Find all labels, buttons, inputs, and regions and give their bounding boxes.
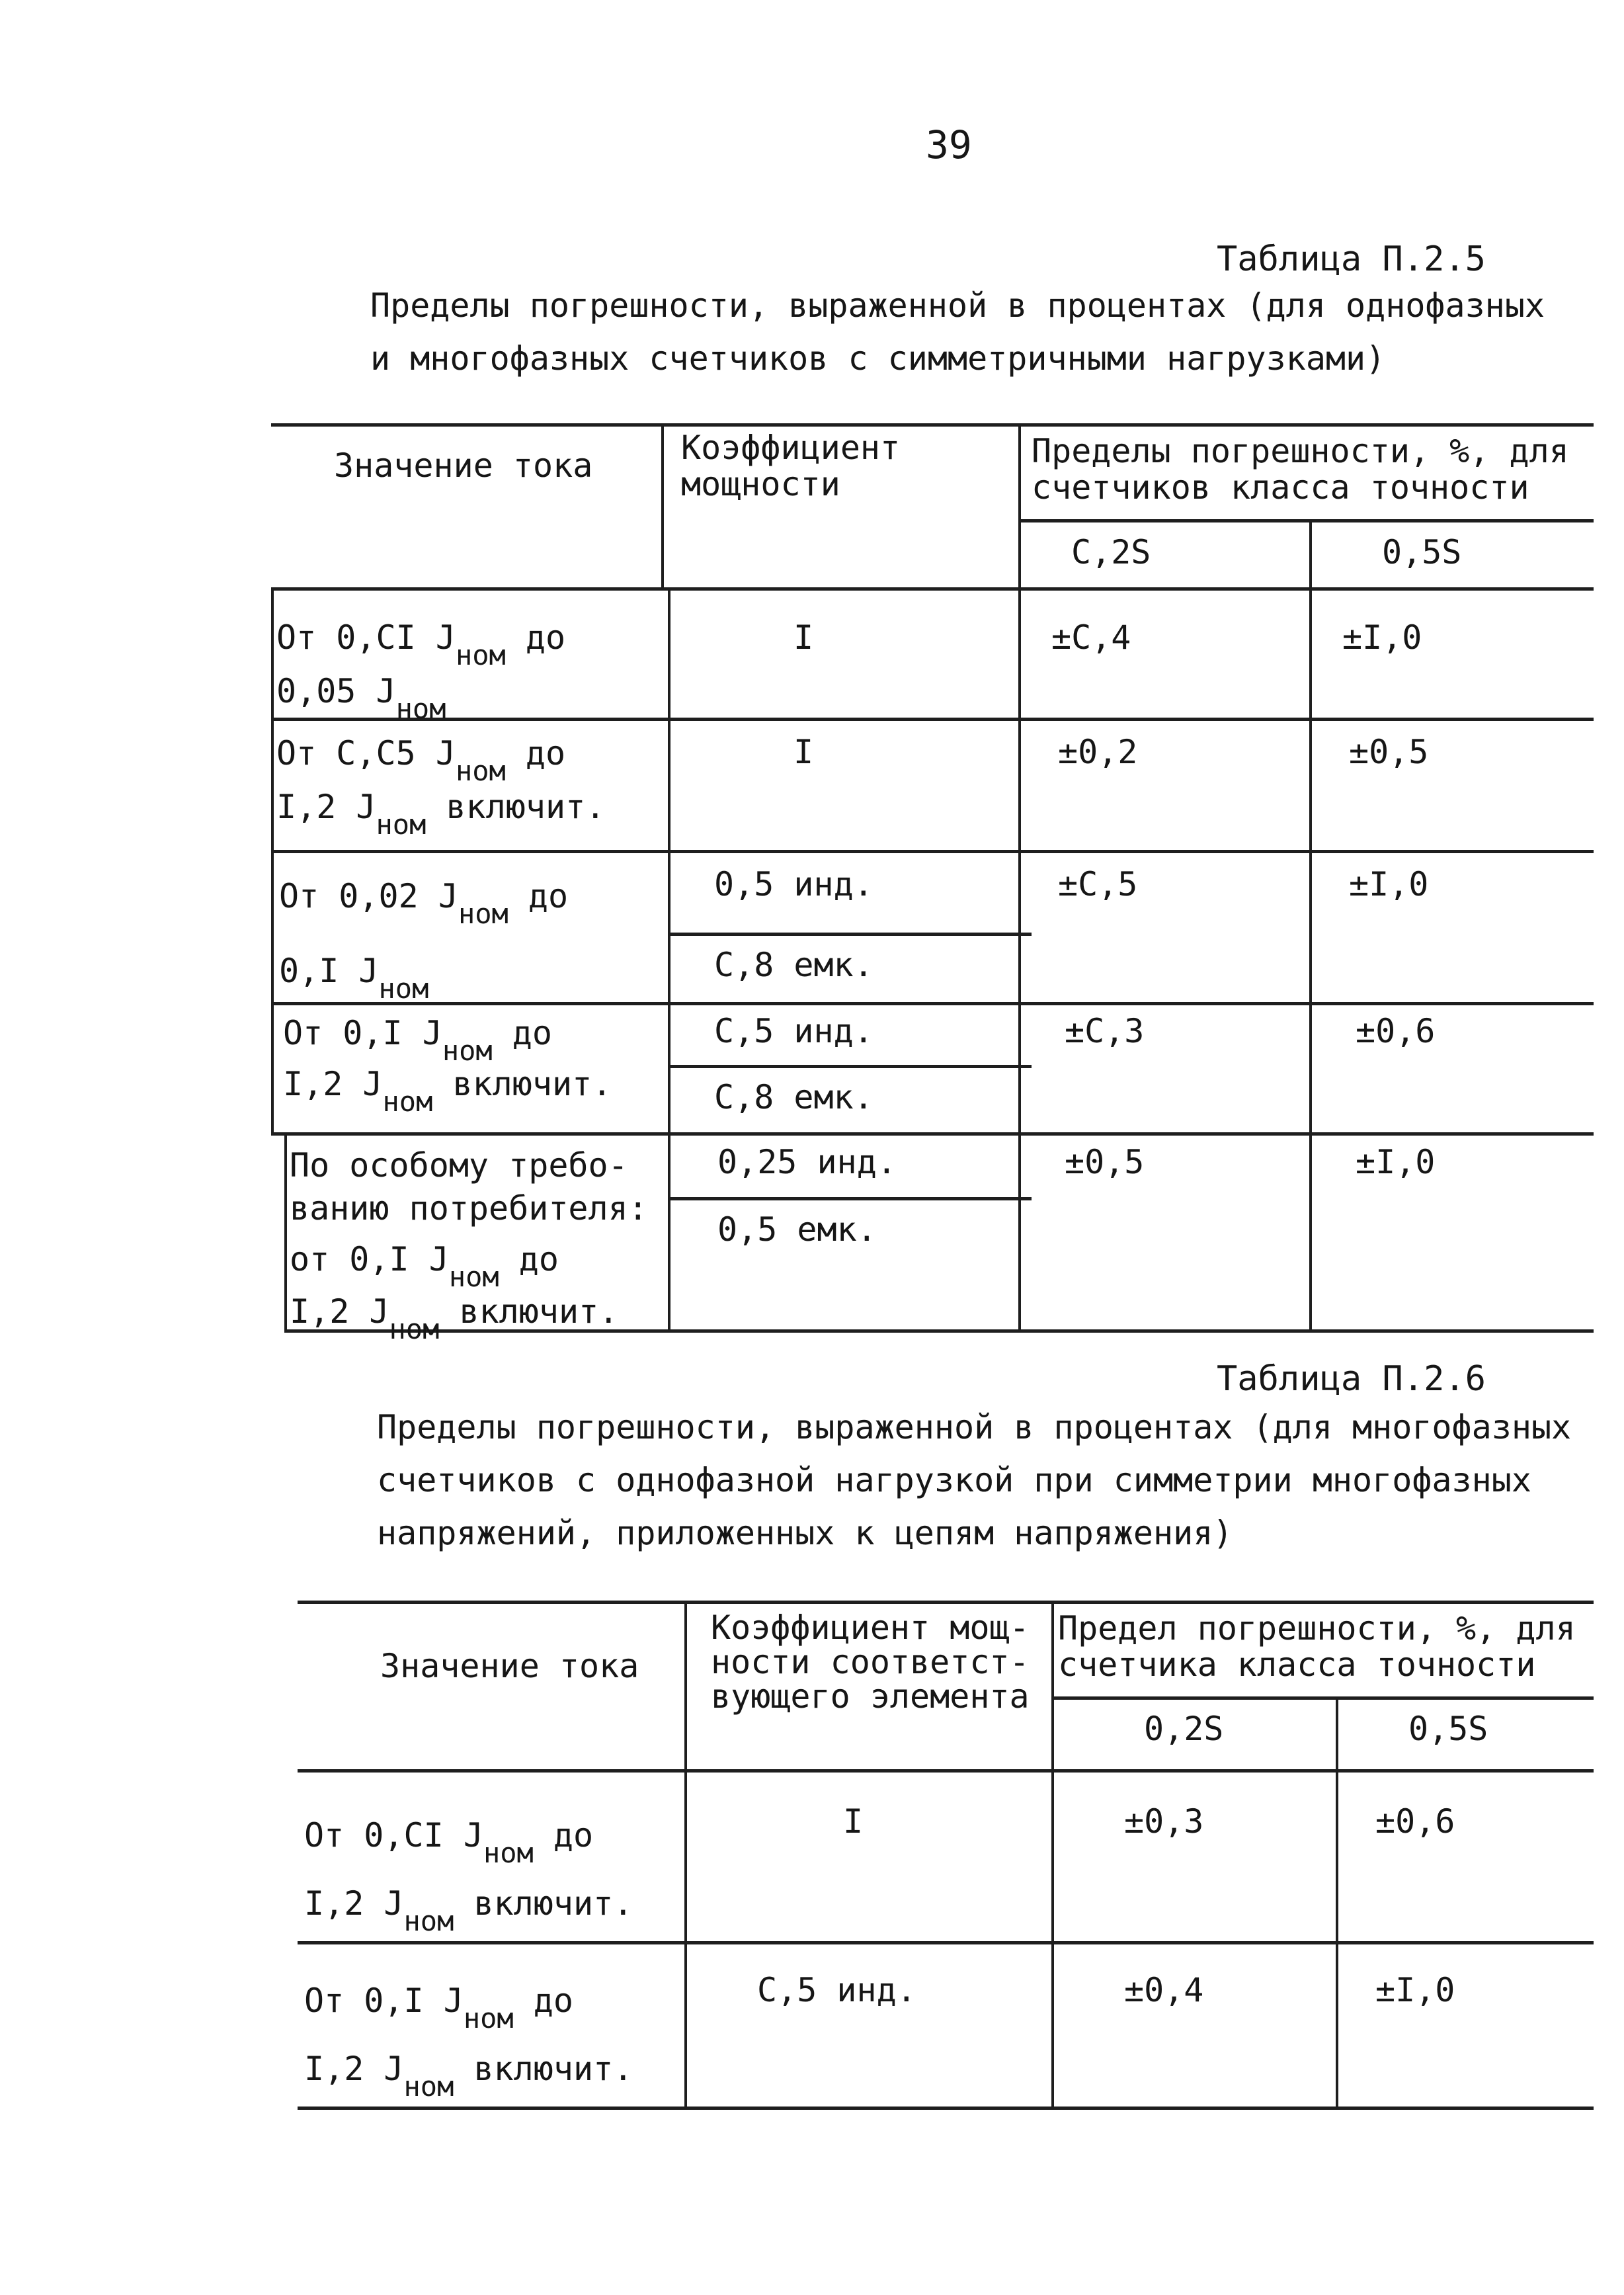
class-05s-value: ±I,0: [1375, 1971, 1455, 2009]
class-05s-value: ±I,0: [1349, 865, 1429, 903]
power-factor-cell: I: [793, 618, 814, 657]
class-02s-value: ±C,4: [1051, 618, 1131, 657]
header-class-05s: 0,5S: [1382, 533, 1462, 571]
caption-line: напряжений, приложенных к цепям напряжения): [377, 1514, 1233, 1552]
class-02s-value: ±0,3: [1124, 1802, 1204, 1841]
power-factor-cell: I: [843, 1802, 864, 1841]
caption-line: Пределы погрешности, выраженной в процентах (для однофазных: [370, 286, 1545, 325]
class-05s-value: ±I,0: [1356, 1143, 1436, 1181]
power-factor-cell: C,8 емк.: [714, 946, 873, 984]
class-05s-value: ±0,6: [1356, 1012, 1436, 1050]
table2-label: Таблица П.2.6: [1217, 1359, 1486, 1399]
header-current: Значение тока: [380, 1647, 639, 1685]
caption-line: счетчиков с однофазной нагрузкой при симметрии многофазных: [377, 1461, 1531, 1499]
class-02s-value: ±C,3: [1065, 1012, 1145, 1050]
header-power-factor: Коэффициент мощности: [681, 429, 901, 503]
caption-line: и многофазных счетчиков с симметричными нагрузками): [370, 339, 1386, 378]
power-factor-cell: 0,25 инд.: [717, 1143, 897, 1181]
class-05s-value: ±0,6: [1375, 1802, 1455, 1841]
class-02s-value: ±0,5: [1065, 1143, 1145, 1181]
power-factor-cell: 0,5 инд.: [714, 865, 873, 903]
current-cell: От 0,I $Ј_{ном}$ до I,2 $Ј_{ном}$ включит.: [283, 1014, 612, 1118]
power-factor-cell: C,5 инд.: [714, 1012, 873, 1050]
table1-label: Таблица П.2.5: [1217, 239, 1486, 279]
class-02s-value: ±C,5: [1058, 865, 1138, 903]
class-05s-value: ±0,5: [1349, 733, 1429, 771]
header-current: Значение тока: [334, 446, 593, 485]
header-error-limits: Пределы погрешности, %, для счетчиков класса точности: [1032, 432, 1569, 507]
power-factor-cell: C,8 емк.: [714, 1078, 873, 1116]
current-cell: От 0,I $Ј_{ном}$ до I,2 $Ј_{ном}$ включит.: [304, 1982, 633, 2103]
table1-caption: [370, 279, 1545, 385]
page-number: 39: [926, 122, 972, 167]
header-power-factor: Коэффициент мощ- ности соответст- вующего элемента: [711, 1608, 1030, 1716]
header-class-05s: 0,5S: [1408, 1710, 1488, 1748]
table2-caption: [377, 1401, 1571, 1560]
class-02s-value: ±0,2: [1058, 733, 1138, 771]
caption-line: Пределы погрешности, выраженной в процентах (для многофазных: [377, 1408, 1572, 1446]
class-02s-value: ±0,4: [1124, 1971, 1204, 2009]
power-factor-cell: 0,5 емк.: [717, 1210, 877, 1249]
power-factor-cell: I: [793, 733, 814, 771]
current-cell: По особому требо- ванию потребителя: от 0,I $Ј_{ном}$ до I,2 $Ј_{ном}$ включит.: [290, 1146, 648, 1345]
header-class-02s: 0,2S: [1144, 1710, 1224, 1748]
current-cell: От 0,CI $Ј_{ном}$ до I,2 $Ј_{ном}$ включит.: [304, 1816, 633, 1937]
current-cell: От C,C5 $Ј_{ном}$ до I,2 $Ј_{ном}$ включит.: [276, 734, 606, 841]
current-cell: От 0,02 $Ј_{ном}$ до 0,I $Ј_{ном}$: [279, 877, 569, 1005]
header-class-02s: C,2S: [1071, 533, 1151, 571]
header-error-limits: Предел погрешности, %, для счетчика класса точности: [1058, 1609, 1576, 1684]
current-cell: От 0,CI $Ј_{ном}$ до 0,05 $Ј_{ном}$: [276, 618, 566, 725]
class-05s-value: ±I,0: [1342, 618, 1422, 657]
power-factor-cell: C,5 инд.: [757, 1971, 916, 2009]
